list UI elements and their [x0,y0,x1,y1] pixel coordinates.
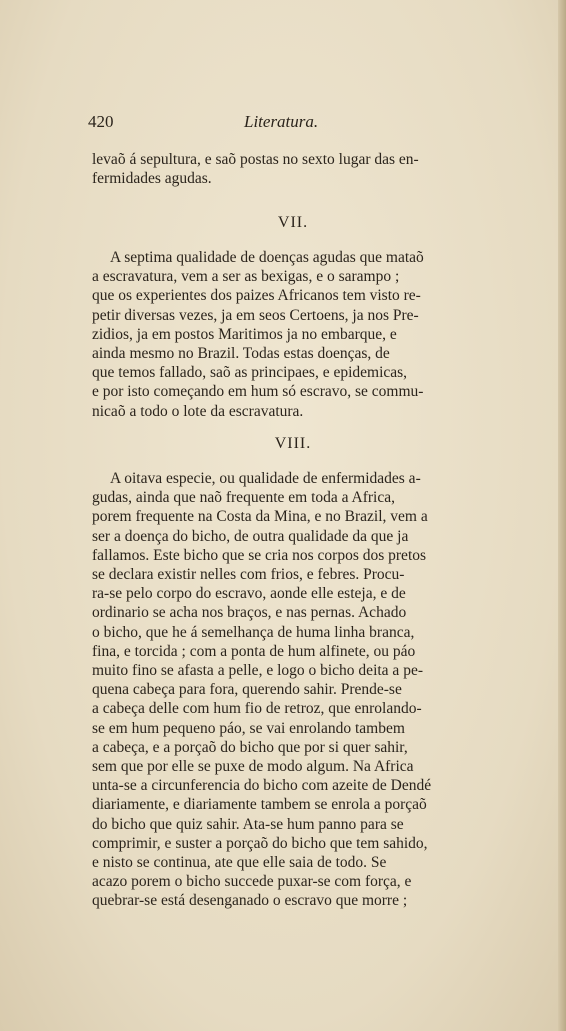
section-viii-paragraph [92,469,494,911]
text-line: se declara existir nelles com frios, e febres. Procu- [92,566,405,584]
text-line: fallamos. Este bicho que se cria nos corpos dos pretos [92,546,427,564]
text-line: a escravatura, vem a ser as bexigas, e o sarampo ; [92,268,400,286]
text-line: zidios, ja em postos Maritimos ja no embarque, e [92,325,397,343]
section-vii-paragraph [92,248,494,421]
text-line: a cabeça delle com hum fio de retroz, que enrolando- [92,700,422,718]
text-line: se em hum pequeno páo, se vai enrolando tambem [92,719,405,737]
text-line: unta-se a circunferencia do bicho com azeite de Dendé [92,777,432,795]
top-paragraph [92,150,494,188]
text-line: e por isto começando em hum só escravo, se commu- [92,383,424,401]
text-line: quebrar-se está desenganado o escravo que morre ; [92,892,408,910]
running-head: Literatura. [244,112,319,131]
section-heading-viii: VIII. [274,435,312,452]
text-line: e nisto se continua, ate que elle saia de todo. Se [92,854,387,872]
text-line: fina, e torcida ; com a ponta de hum alfinete, ou páo [92,642,416,660]
page-header [88,112,494,134]
text-line: nicaõ a todo o lote da escravatura. [92,402,304,420]
text-line: A oitava especie, ou qualidade de enfermidades a- [110,470,421,487]
text-line: do bicho que quiz sahir. Ata-se hum panno para se [92,815,404,833]
text-line: ordinario se acha nos braços, e nas pernas. Achado [92,604,407,622]
text-line: petir diversas vezes, ja em seos Certoens, ja nos Pre- [92,306,419,324]
text-line: acazo porem o bicho succede puxar-se com força, e [92,873,412,891]
text-line: ser a doença do bicho, de outra qualidade da que ja [92,527,409,545]
text-line: fermidades agudas. [92,170,212,188]
text-line: quena cabeça para fora, querendo sahir. Prende-se [92,681,402,699]
text-line: muito fino se afasta a pelle, e logo o bicho deita a pe- [92,662,423,680]
page-number: 420 [88,112,114,131]
text-line: o bicho, que he á semelhança de huma linha branca, [92,623,415,641]
text-line: a cabeça, e a porçaõ do bicho que por si quer sahir, [92,738,408,756]
text-line: gudas, ainda que naõ frequente em toda a Africa, [92,489,395,507]
section-heading-vii: VII. [277,214,309,231]
page-edge [558,0,566,1031]
text-line: que os experientes dos paizes Africanos tem visto re- [92,287,421,305]
text-line: porem frequente na Costa da Mina, e no Brazil, vem a [92,508,428,526]
text-line: A septima qualidade de doenças agudas que mataõ [110,249,424,266]
text-line: sem que por elle se puxe de modo algum. Na Africa [92,758,414,776]
text-line: ra-se pelo corpo do escravo, aonde elle esteja, e de [92,585,406,603]
text-line: que temos fallado, saõ as principaes, e epidemicas, [92,364,408,382]
text-line: comprimir, e suster a porçaõ do bicho que tem sahido, [92,834,428,852]
text-line: diariamente, e diariamente tambem se enrola a porçaõ [92,796,427,814]
text-line: ainda mesmo no Brazil. Todas estas doenças, de [92,345,390,363]
text-line: levaõ á sepultura, e saõ postas no sexto lugar das en- [92,151,419,168]
